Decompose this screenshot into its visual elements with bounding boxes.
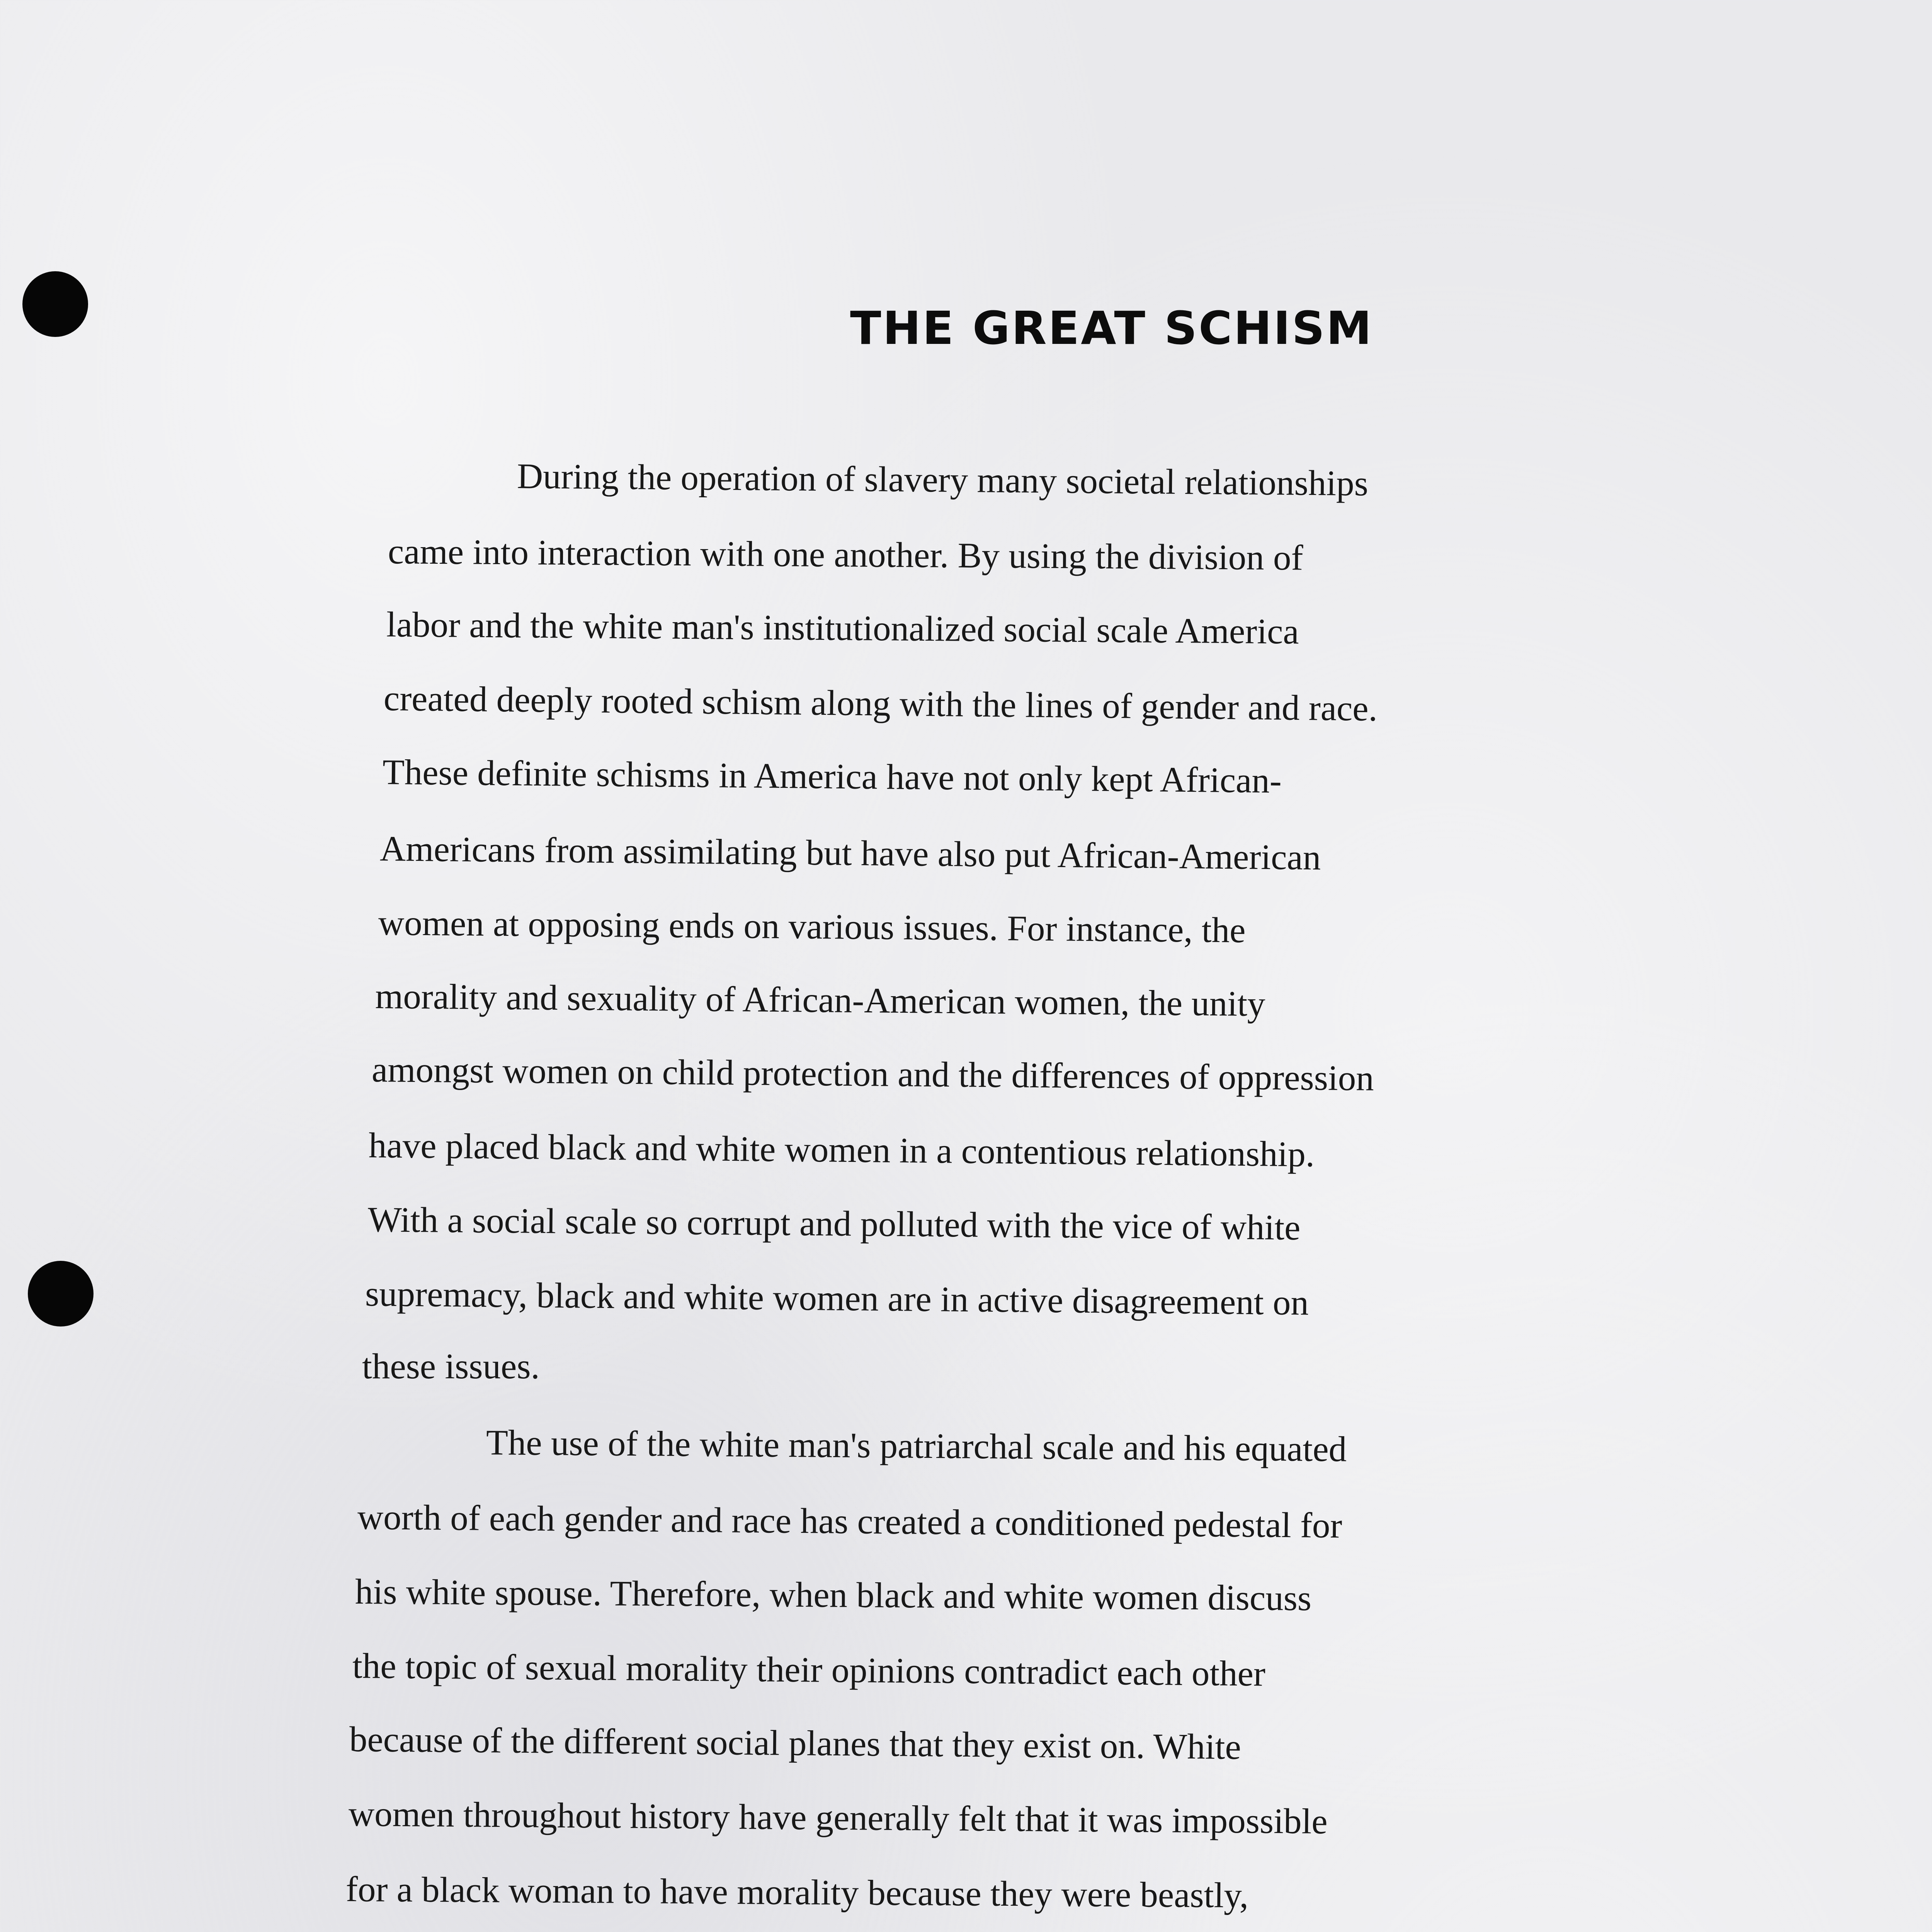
paragraph-1-line-13: these issues. bbox=[362, 1347, 540, 1386]
paragraph-1-line-1: During the operation of slavery many societal relationships bbox=[517, 456, 1369, 504]
paragraph-2-line-1: The use of the white man's patriarchal scale and his equated bbox=[486, 1423, 1347, 1469]
paragraph-1-line-9: amongst women on child protection and the differences of oppression bbox=[371, 1050, 1374, 1099]
binder-hole-middle bbox=[28, 1261, 94, 1327]
paragraph-1-line-4: created deeply rooted schism along with the lines of gender and race. bbox=[383, 679, 1378, 729]
paragraph-1-line-2: came into interaction with one another. By using the division of bbox=[388, 532, 1303, 578]
paragraph-2-line-3: his white spouse. Therefore, when black and white women discuss bbox=[355, 1572, 1312, 1619]
paragraph-1-line-5: These definite schisms in America have not only kept African- bbox=[382, 752, 1282, 801]
page-title: THE GREAT SCHISM bbox=[850, 301, 1373, 355]
paragraph-1-line-7: women at opposing ends on various issues. For instance, the bbox=[378, 903, 1246, 951]
paragraph-2-line-7: for a black woman to have morality because they were beastly, bbox=[345, 1869, 1249, 1916]
paragraph-2-line-5: because of the different social planes that they exist on. White bbox=[349, 1719, 1242, 1767]
paragraph-1-line-12: supremacy, black and white women are in active disagreement on bbox=[365, 1274, 1309, 1323]
binder-hole-top bbox=[22, 271, 88, 337]
paragraph-1-line-11: With a social scale so corrupt and polluted with the vice of white bbox=[367, 1200, 1301, 1248]
paragraph-1-line-10: have placed black and white women in a contentious relationship. bbox=[368, 1126, 1315, 1175]
paragraph-1-line-8: morality and sexuality of African-American women, the unity bbox=[375, 976, 1266, 1024]
paragraph-2-line-4: the topic of sexual morality their opinions contradict each other bbox=[352, 1646, 1266, 1694]
paragraph-1-line-3: labor and the white man's institutionalized social scale America bbox=[386, 605, 1299, 652]
paragraph-1-line-6: Americans from assimilating but have also put African-American bbox=[379, 829, 1321, 878]
paragraph-2-line-6: women throughout history have generally felt that it was impossible bbox=[348, 1794, 1328, 1842]
paragraph-2-line-2: worth of each gender and race has created a conditioned pedestal for bbox=[357, 1497, 1342, 1546]
